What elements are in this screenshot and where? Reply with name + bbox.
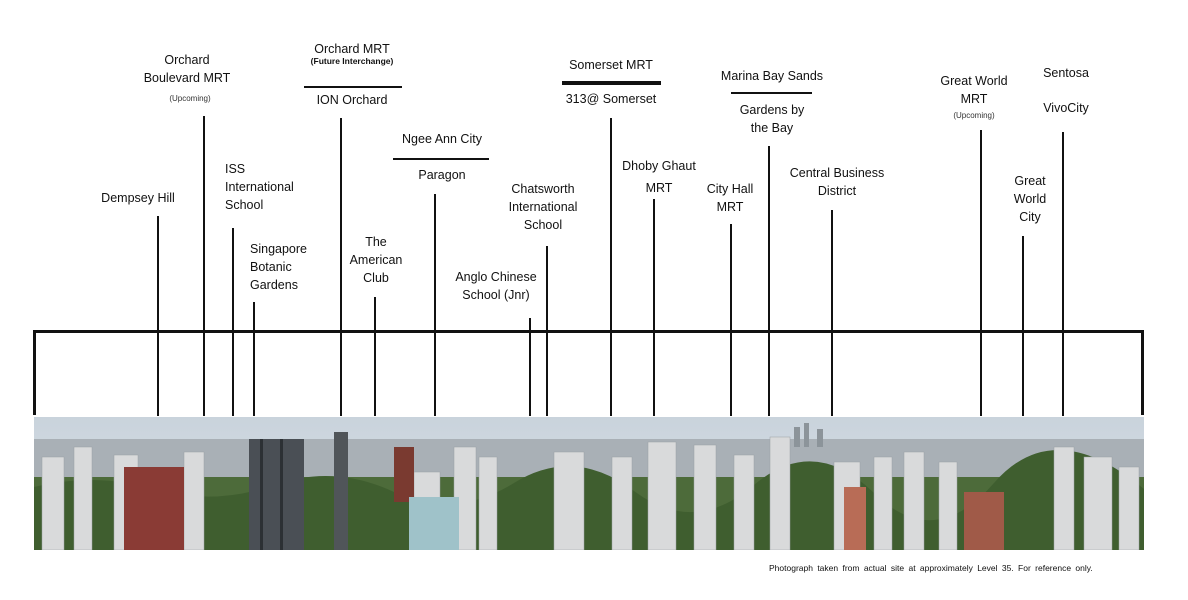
label-botanic-gardens: Singapore Botanic Gardens (250, 242, 307, 292)
label-313-somerset: 313@ Somerset (565, 92, 657, 106)
pointer-dhoby-ghaut (653, 199, 655, 416)
pointer-vivocity (1062, 132, 1064, 416)
pointer-orchard-boulevard (203, 116, 205, 416)
separator-somerset (562, 81, 661, 85)
separator-mbs (731, 92, 812, 94)
separator-orchard-mrt (304, 86, 402, 88)
timeline-axis (34, 330, 1144, 333)
label-ngee-ann-city: Ngee Ann City (402, 132, 482, 146)
label-ion-orchard: ION Orchard (316, 93, 388, 107)
pointer-american-club (374, 297, 376, 416)
label-iss: ISS International School (225, 162, 294, 212)
label-somerset-mrt: Somerset MRT (569, 58, 653, 72)
label-city-hall: City Hall MRT (706, 182, 754, 214)
label-paragon: Paragon (418, 168, 466, 182)
pointer-city-hall (730, 224, 732, 416)
pointer-cbd (831, 210, 833, 416)
pointer-gardens-by-the-bay (768, 146, 770, 416)
pointer-somerset (610, 118, 612, 416)
pointer-great-world-mrt (980, 130, 982, 416)
label-marina-bay-sands: Marina Bay Sands (720, 69, 824, 83)
pointer-dempsey (157, 216, 159, 416)
label-orchard-boulevard: Orchard Boulevard MRT (143, 53, 231, 85)
label-american-club: The American Club (349, 235, 403, 285)
panorama-skyline (34, 417, 1144, 550)
label-cbd: Central Business District (789, 166, 885, 198)
label-sentosa: Sentosa (1043, 66, 1089, 80)
pointer-chatsworth (546, 246, 548, 416)
label-great-world-mrt: Great World MRT (940, 74, 1008, 106)
label-chatsworth: Chatsworth International School (508, 182, 578, 232)
photo-caption: Photograph taken from actual site at approximately Level 35. For reference only. (769, 563, 1093, 573)
pointer-iss (232, 228, 234, 416)
pointer-botanic (253, 302, 255, 416)
label-great-world-city: Great World City (1013, 174, 1047, 224)
label-anglo-chinese: Anglo Chinese School (Jnr) (455, 270, 537, 302)
label-vivocity: VivoCity (1043, 101, 1089, 115)
label-dempsey-hill: Dempsey Hill (101, 191, 175, 205)
label-gardens-by-the-bay: Gardens by the Bay (739, 103, 805, 135)
pointer-anglo-chinese (529, 318, 531, 416)
label-orchard-mrt: Orchard MRT (Future Interchange) (310, 42, 394, 66)
label-great-world-mrt-note: (Upcoming) (953, 111, 995, 120)
pointer-great-world-city (1022, 236, 1024, 416)
panorama-photo (34, 417, 1144, 550)
axis-right-end (1141, 330, 1144, 415)
axis-left-end (33, 330, 36, 415)
pointer-orchard-mrt (340, 118, 342, 416)
pointer-paragon (434, 194, 436, 416)
separator-ngee-ann (393, 158, 489, 160)
label-orchard-boulevard-note: (Upcoming) (169, 94, 211, 103)
label-dhoby-ghaut: Dhoby Ghaut MRT (622, 159, 696, 195)
